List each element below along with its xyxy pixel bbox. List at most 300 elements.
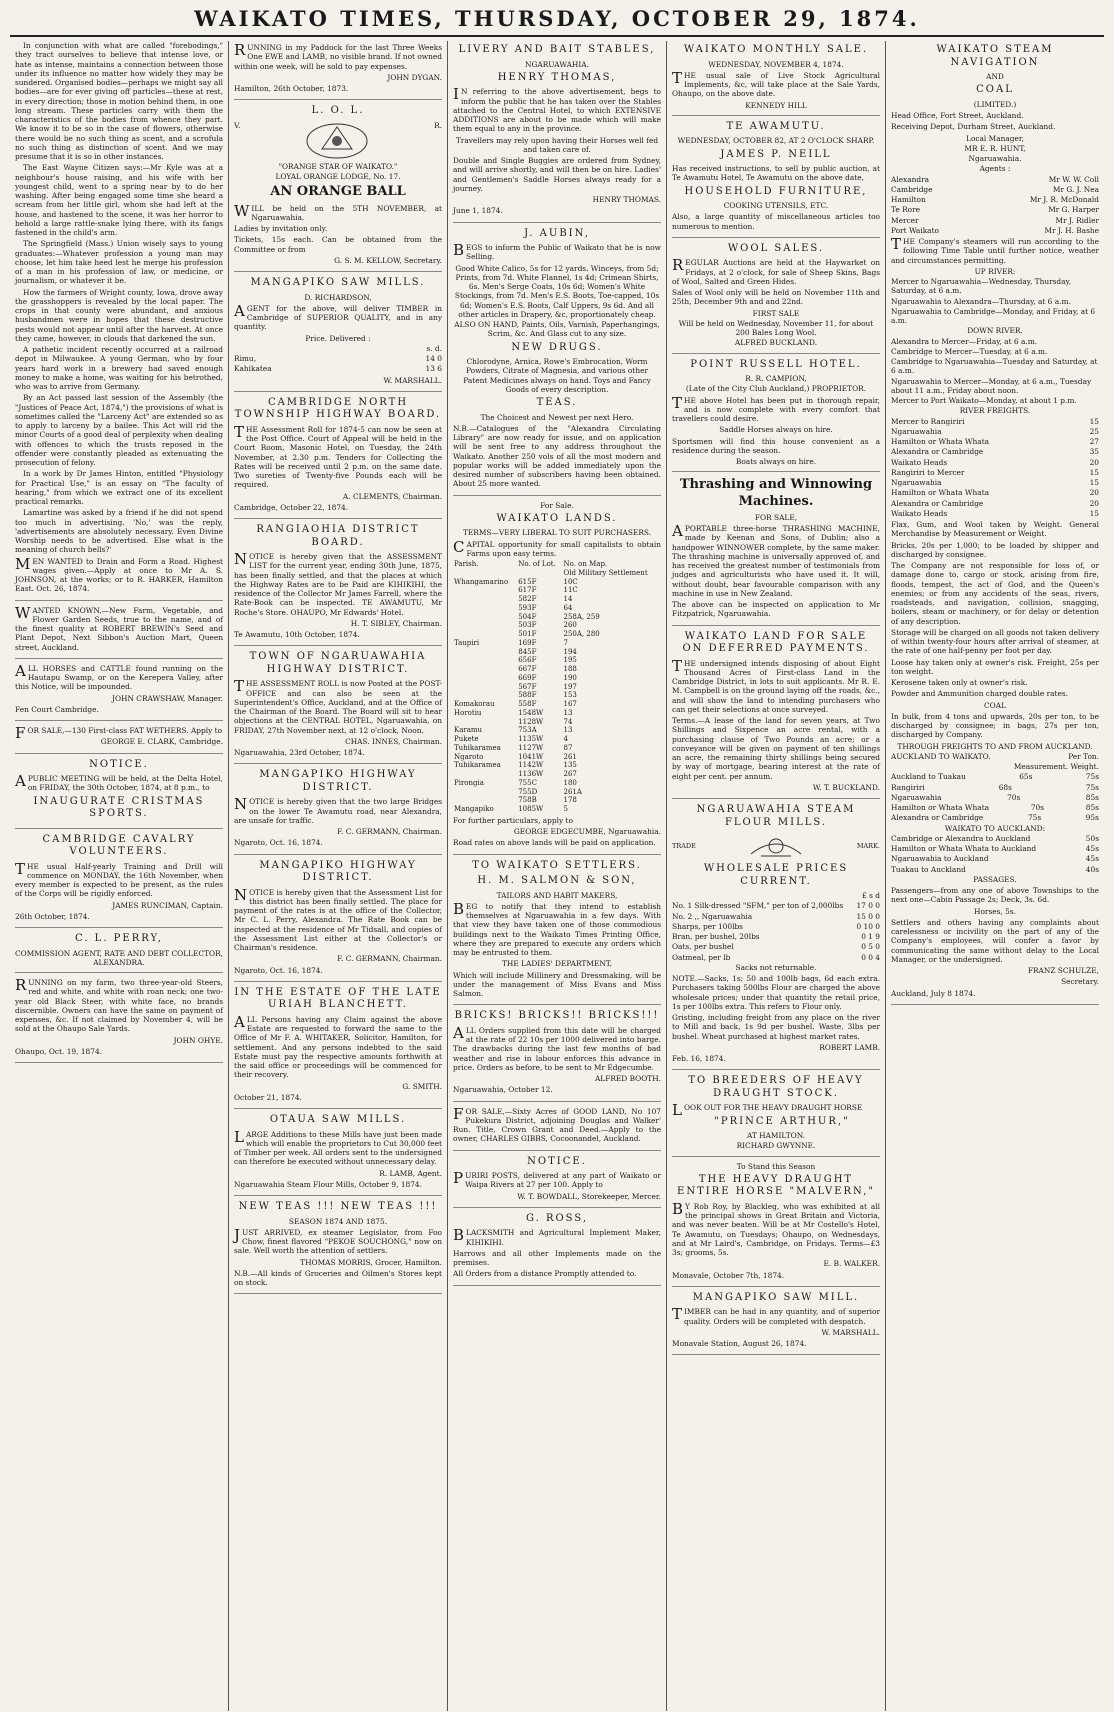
ad-subheading: TAILORS AND HABIT MAKERS, [496,890,618,900]
ad-signature: THOMAS MORRIS, Grocer, Hamilton. [300,1257,442,1267]
ad-signature: FRANZ SCHULZE, [1027,966,1099,975]
table-row: Horotiu 1548W 13 [454,708,573,717]
to-auckland-list [891,834,1099,874]
news-paragraph: The Springfield (Mass.) Union wisely says to young graduates:—Whatever profession a young man may choose, let him take heed lest he merge his profession of a man in his profession of law, or medicine, or journalism, or whatever it be. [15,239,223,286]
ad-date: Te Awamutu, 10th October, 1874. [234,630,360,639]
freight-row: Auckland to Tuakau 65s 75s [891,772,1099,782]
lands-table [453,560,661,814]
ad-subheading: WEDNESDAY, OCTOBER 82, AT 2 O'CLOCK SHARP. [677,136,875,146]
price-row: Oats, per bushel 0 5 0 [672,942,880,952]
ad-text: Good White Calico, 5s for 12 yards. Winceys, from 5d; Prints, from 7d. White Flannel, 1s 4d; Crimean Shirts, 6s. Men's Serge Coats, 10s 6d; Women's White Stockings, from 7d. Men's E.S. Boots, Toe-capped, 10s 6d; Women's E.S. Boots, Calf Uppers, 9s 6d. And all other articles in Drapery, &c, proportionately cheap. [454,263,660,319]
ad-text: Tickets, 15s each. Can be obtained from the Committee or from [234,235,442,254]
timetable-row: Mercer to Ngaruawahia—Wednesday, Thursday, Saturday, at 6 a.m. [891,277,1072,296]
ad-signature: RICHARD GWYNNE. [736,1141,816,1151]
ad-heading: CAMBRIDGE CAVALRY VOLUNTEERS. [42,833,196,857]
freight-row: Ngaruawahia 70s 85s [891,792,1099,802]
ad-heading: LIVERY AND BAIT STABLES, [458,44,656,55]
ad-text: WANTED KNOWN,—New Farm, Vegetable, and Flower Garden Seeds, true to the name, and of the finest quality at ROBERT BREWIN's Seed and Plant Depot, Next Sibbon's Auction Mart, Queen street, Auckland. [15,603,223,652]
ad-subheading: TERMS—VERY LIBERAL TO SUIT PURCHASERS. [462,528,652,538]
ad-text: IN referring to the above advertisement, begs to inform the public that he has taken over the Stables attached to the Central Hotel, to which EXTENSIVE ADDITIONS are about to be made which will make them equal to any in the province. [453,85,661,134]
ad-heading: WAIKATO LAND FOR SALE ON DEFERRED PAYMENTS. [682,630,870,654]
ad-text: CAPITAL opportunity for small capitalists to obtain Farms upon easy terms. [453,537,661,558]
ad-otaua-saw-mills [234,1114,442,1196]
ad-signature: HENRY THOMAS. [592,195,661,204]
table-row: 755D 261A [518,787,582,796]
ad-subheading: COAL [984,700,1006,710]
ad-text: Saddle Horses always on hire. [719,425,833,435]
ad-text: Road rates on above lands will be paid on application. [453,838,656,848]
ad-text: Settlers and others having any complaints about carelessness or incivility on the part of any of the Company's employees, will confer a favor by communicating the same without delay to the Local Manager, or the undersigned. [891,917,1099,964]
ad-text: FOR SALE,—Sixty Acres of GOOD LAND, No 107 Pukekura District, adjoining Douglas and Walker' Run. Title, Crown Grant and Deed.—Apply to the owner, CHARLES GIBBS, Cocoonandel, Auckland. [453,1104,661,1144]
ad-breeders [672,1075,880,1156]
ad-subheading: THE LADIES' DEPARTMENT, [502,959,612,969]
ad-heading: G. ROSS, [525,1212,589,1224]
ad-date: Auckland, July 8 1874. [891,988,976,998]
news-paragraph: By an Act passed last session of the Assembly (the "Justices of Peace Act, 1874,") the provisions of what is sometimes called the "Larceny Act" are extended so as to apply to larceny by a bailee. This Act will rid the minor Courts of a good deal of perplexity when dealing with offences to which the trusts reposed in the offender were constantly pleaded as extenuating the prosecution of felony. [15,393,223,467]
ad-heading: TO BREEDERS OF HEAVY DRAUGHT STOCK. [688,1075,864,1099]
ad-new-teas [234,1201,442,1294]
freight-row: Cambridge or Alexandra to Auckland 50s [891,833,1099,843]
freight-row: Tuakau to Auckland 40s [891,864,1099,874]
ad-heading: C. L. PERRY, [75,933,163,944]
ad-heading: TOWN OF NGARUAWAHIA HIGHWAY DISTRICT. [249,651,427,675]
ad-signature: JAMES RUNCIMAN, Captain. [112,900,223,910]
ad-text: Double and Single Buggies are ordered from Sydney, and will arrive shortly, and will then be on hire. Ladies' and Gentlemen's Saddle Horses always ready for a journey. [453,156,661,193]
ad-livery-stables [453,44,661,223]
ad-text: Has received instructions, to sell by public auction, at Te Awamutu Hotel, Te Awamutu on the above date, [672,164,880,183]
table-row: Pukete 1135W 4 [454,735,568,743]
ad-heading: "PRINCE ARTHUR," [714,1115,850,1127]
ad-subheading: (LIMITED.) [973,99,1017,109]
ad-text: RUNNING in my Paddock for the last Three Weeks One EWE and LAMB, no visible brand. If not owned within one week, will be sold to pay expenses. [234,41,442,71]
freight-row: Hamilton or Whata Whata 70s 85s [891,803,1099,812]
ad-text: Kerosene taken only at owner's risk. [891,678,1028,687]
ad-date: Ohaupo, Oct. 19, 1874. [15,1046,102,1056]
ad-text: Flax, Gum, and Wool taken by Weight. General Merchandise by Measurement or Weight. [891,520,1099,539]
ad-signature: ALFRED BOOTH. [594,1074,661,1083]
timetable-row: Alexandra to Mercer—Friday, at 6 a.m. [891,336,1038,346]
ad-signature-title: Secretary. [1061,977,1099,987]
ad-signature: G. SMITH. [402,1081,442,1091]
table-row: 667F 188 [518,665,577,673]
ad-text: Also, a large quantity of miscellaneous articles too numerous to mention. [672,212,880,231]
through-subheader: Measurement. Weight. [1013,762,1099,771]
ad-orange-lodge [234,105,442,272]
ad-heading: MANGAPIKO SAW MILL. [692,1291,860,1303]
ad-subheading: WAIKATO TO AUCKLAND: [944,823,1046,833]
down-river-list [891,337,1099,406]
ad-wool-sales [672,243,880,354]
ad-heading: THE HEAVY DRAUGHT ENTIRE HORSE "MALVERN," [677,1173,875,1198]
news-paragraph: In a work by Dr James Hinton, entitled "Physiology for Practical Use," is an essay on "The faculty of hearing," from which we extract one of its excellent practical remarks. [15,469,223,506]
ad-running-steers [15,978,223,1063]
ad-subheading: SEASON 1874 AND 1875. [288,1216,388,1226]
table-row: Karamu 753A 13 [454,726,573,735]
ad-text: Head Office, Fort Street, Auckland. [891,111,1024,120]
crest-icon [745,832,807,860]
ad-perry [15,933,223,973]
ad-subheading: MR E. R. HUNT, [964,143,1026,153]
column-1 [10,41,229,1711]
ad-text: APUBLIC MEETING will be held, at the Delta Hotel, on FRIDAY, the 30th October, 1874, at 8 p.m., to [15,772,223,793]
ad-text: THE Assessment Roll for 1874-5 can now be seen at the Post Office. Court of Appeal will be held in the Court Room, Masonic Hotel, on Tuesday, the 24th November, at 2.30 p.m. Tenders for Collecting the Rates will be received until 2 p.m. on the same date. Two sureties of Twenty-five Pounds each will be required. [234,422,442,490]
news-paragraphs [15,41,223,555]
ad-heading: WOOL SALES. [727,242,825,254]
price-row: Bran, per bushel, 20lbs 0 1 9 [672,932,880,941]
table-row: 617F 11C [518,586,578,595]
ad-heading: NOTICE. [527,1155,587,1167]
ad-signature: CHAS. INNES, Chairman. [345,736,442,746]
ad-heading: MANGAPIKO SAW MILLS. [250,277,426,288]
ad-puriri-posts [453,1156,661,1208]
ad-aubin [453,228,661,496]
column-3 [448,41,667,1711]
price-unit-row: s. d. [426,343,442,353]
ad-date: Ngaruawahia, 23rd October, 1874. [234,748,365,757]
freight-row: Ngaruawahia 15 [891,478,1099,487]
ad-heading: OTAUA SAW MILLS. [269,1114,407,1125]
ad-text: NOTE.—Sacks, 1s; 50 and 100lb bags, 6d each extra. Purchasers taking 500lbs Flour are charged the above wholesale prices; under that quantity the retail price, 1s per 100lbs extra. This refers to Flour only. [672,974,880,1011]
agent-row: Mercer Mr J. Ridler [891,215,1099,225]
ad-heading: COAL [976,84,1014,96]
ad-text: Sacks not returnable. [735,962,817,972]
ad-text: PURIRI POSTS, delivered at any part of Waikato or Waipa Rivers at 27 per 100. Apply to [453,1169,661,1190]
ad-date: Cambridge, October 22, 1874. [234,502,349,512]
ad-subheading: For Sale. [540,500,574,510]
ad-cambridge-north [234,397,442,519]
column-5 [886,41,1104,1711]
ad-heading: HENRY THOMAS, [497,71,617,83]
ad-text: THE usual sale of Live Stock Agricultural Implements, &c, will take place at the Sale Yards, Ohaupo, on the above date. [672,68,880,99]
table-row: 567F 197 [518,682,577,691]
ad-subheading: AND [986,72,1004,81]
emblem-letter-v: V. [234,120,241,130]
ad-salmon [453,860,661,1006]
ad-signature: R. LAMB, Agent. [379,1168,442,1178]
ad-signature: JOHN OHYE. [173,1035,223,1045]
table-row: 582F 14 [518,595,573,603]
ad-men-wanted [15,554,223,601]
table-row: Tuhikaramea 1127W 87 [454,743,573,752]
ad-mangapiko-saw-mills [234,277,442,392]
ad-heading: L. O. L. [311,105,365,117]
ad-bricks [453,1010,661,1101]
ad-text: BEGS to inform the Public of Waikato that he is now Selling. [453,241,661,262]
ad-subheading: COOKING UTENSILS, ETC. [723,201,829,210]
ad-text: Ladies by invitation only. [234,224,328,233]
ad-text: N.B.—Catalogues of the "Alexandra Circulating Library" are now ready for issue, and on application will be sent free to any address throughout the Waikato. Another 250 vols of all the most modern and popular works will be added immediately upon the desired number of subscribers having been obtained. About 25 more wanted. [453,423,661,489]
timetable-row: Cambridge to Ngaruawahia—Tuesday and Saturday, at 6 a.m. [891,357,1098,376]
ad-mangapiko-highway-2 [234,860,442,982]
ad-signature: GEORGE EDGECUMBE, Ngaruawahia. [513,827,661,836]
ad-text: Local Manager, [966,133,1024,143]
timetable-row: Ngaruawahia to Cambridge—Monday, and Friday, at 6 a.m. [891,306,1096,325]
ad-fat-wethers [15,726,223,754]
ad-heading: POINT RUSSELL HOTEL. [690,358,862,370]
ad-signature: F. C. GERMANN, Chairman. [337,827,442,836]
ad-signature: F. C. GERMANN, Chairman. [337,954,442,964]
ad-text: Will be held on Wednesday, November 11, for about 200 Bales Long Wool. [678,318,874,337]
ad-text: All Orders from a distance Promptly attended to. [453,1269,637,1279]
ad-waikato-land-deferred [672,631,880,800]
ad-text: Passengers—from any one of above Townships to the next one—Cabin Passage 2s; Deck, 3s. 6d. [891,886,1099,905]
ad-text: Which will include Millinery and Dressmaking, will be under the management of Miss Evans and Miss Salmon. [453,970,661,998]
price-row: Rimu, 14 0 [234,354,442,363]
ad-text: NOTICE is hereby given that the two large Bridges on the lower Te Awamutu road, near Alexandra, are unsafe for traffic. [234,795,442,825]
ad-heading: MANGAPIKO HIGHWAY DISTRICT. [259,769,417,793]
ad-heading: J. AUBIN, [524,227,590,239]
ad-text: The Choicest and Newest per next Hero. [480,412,634,422]
ad-heading: CAMBRIDGE NORTH TOWNSHIP HIGHWAY BOARD. [234,396,442,421]
ad-date: Feb. 16, 1874. [672,1054,726,1063]
table-row: 588F 153 [518,691,577,700]
table-row: 503F 260 [518,621,577,630]
ad-subheading: D. RICHARDSON, [304,292,372,302]
ad-heading: NGARUAWAHIA STEAM FLOUR MILLS. [696,804,856,828]
table-row: Pirongia 755C 180 [454,778,577,787]
ad-monthly-sale [672,44,880,116]
table-row: 656F 195 [518,656,577,665]
timetable-row: Mercer to Port Waikato—Monday, at about 1 p.m. [891,396,1077,405]
ad-signature: A. CLEMENTS, Chairman. [342,491,442,501]
ad-text: Harrows and all other Implements made on the premises. [453,1248,661,1267]
columns [10,41,1104,1711]
ad-text: THE usual Half-yearly Training and Drill will commence on MONDAY, the 16th November, when every member is expected to be present, as the rules of the Corps will be rigidly enforced. [15,859,223,899]
price-row: No. 1 Silk-dressed "SFM," per ton of 2,000lbs 17 0 0 [672,901,880,911]
news-paragraph: Lamartine was asked by a friend if he did not spend too much in advertising. 'No,' was the reply, 'advertisements are absolutely necessary. Even Divine Worship needs to be advertised. Else what is the meaning of church bells?' [15,508,223,555]
ad-date: Monavale, October 7th, 1874. [672,1270,785,1280]
ad-text: LOOK OUT FOR THE HEAVY DRAUGHT HORSE [672,1101,863,1120]
ad-heading: NEW DRUGS. [511,341,603,353]
ad-text: The Company are not responsible for loss of, or damage done to, cargo or stock, arising from fire, floods, tempest, the act of God, and the Queen's enemies; or from any accidents of the seas, rivers, roadsteads, and navigation, collision, snagging, boilers, steam or machinery, or for delay or detention of any description. [891,561,1099,626]
ad-text: APORTABLE three-horse THRASHING MACHINE, made by Keenan and Sons, of Dublin; also a handpower WINNOWER complete, by the same maker. The thrashing machine is universally approved of, and has received the greatest number of testimonials from judges and agriculturists who have used it. It will, without doubt, bear favourable comparison with any machine in use in New Zealand. [672,522,880,598]
ad-text: FOR SALE,—130 First-class FAT WETHERS. Apply to [15,724,223,742]
ad-flour-mills [672,804,880,1070]
through-header: AUCKLAND TO WAIKATO. Per Ton. [891,751,1099,761]
ad-date: October 21, 1874. [234,1092,302,1102]
ad-heading: HOUSEHOLD FURNITURE, [684,185,868,197]
ad-subheading: Agents : [979,164,1011,174]
freight-row: Waikato Heads 15 [891,508,1099,518]
freight-row: Hamilton or Whata Whata 20 [891,488,1099,498]
ad-ngaruawahia-highway [234,651,442,764]
freight-row: Hamilton or Whata Whata to Auckland 45s [891,844,1099,853]
ad-heading: Thrashing and Winnowing Machines. [679,477,873,509]
ad-text: WILL be held on the 5TH NOVEMBER, at Ngaruawahia. [234,201,442,222]
ad-heading: BRICKS! BRICKS!! BRICKS!!! [454,1010,660,1022]
ad-text: ALSO ON HAND, Paints, Oils, Varnish, Paperhangings, Scrim, &c. And Glass cut to any size. [454,320,660,339]
ad-subheading: To Stand this Season [736,1161,816,1171]
ad-text: Horses, 5s. [974,906,1016,916]
price-unit-row: £ s d [862,891,880,900]
ad-heading: WAIKATO LANDS. [496,512,618,524]
freight-row: Hamilton or Whata Whata 27 [891,437,1099,446]
table-row: 1136W 267 [518,770,577,778]
ad-date: Ngaroto, Oct. 16, 1874. [234,838,323,848]
ad-text: Terms.—A lease of the land for seven years, at Two Shillings and Sixpence an acre rental, with a purchasing clause of Two Pounds an acre; or a conveyance will be given on payment of ten shillings an acre, the remaining thirty shillings being secured by way of mortgage, bearing interest at the rate of eight per cent. per annum. [672,716,880,781]
ad-signature: W. T. BUCKLAND. [812,782,880,792]
ad-subheading: PASSAGES. [973,874,1017,884]
ad-text: Storage will be charged on all goods not taken delivery of within twenty-four hours after arrival of steamer, at the rate of one half-penny per foot per day. [891,627,1099,656]
ad-text: Boats always on hire. [735,457,817,466]
ad-text: For further particulars, apply to [453,815,573,825]
ad-note: Travellers may rely upon having their Horses well fed and taken care of. [455,135,659,154]
ad-subheading: DOWN RIVER. [967,326,1023,336]
table-row: Tuhikaramea 1142W 135 [454,761,577,770]
ad-subheading: UP RIVER: [974,266,1016,276]
ad-text: The above can be inspected on application to Mr Fitzpatrick, Ngaruawahia. [672,600,880,619]
column-4 [667,41,886,1711]
ad-text: BLACKSMITH and Agricultural Implement Maker, KIHIKIHI. [453,1226,661,1247]
ad-steam-navigation [891,44,1099,1005]
lands-table-header: Parish. No. of Lot. No. on Map. [454,560,608,568]
price-row: Sharps, per 100lbs 0 10 0 [672,921,880,931]
table-row: 758B 178 [518,796,577,805]
news-paragraph: In conjunction with what are called "forebodings," they tract ourselves to believe that intense love, or hate as intense, maintains a connection between those under its influence no matter how widely they may be sundered. Organised bodies—perhaps we might say all bodies—are for ever giving off particles—these at rest, in every direction; those in motion behind them, in one long stream. These particles carry with them the characteristics of the bodies from whence they part. We know it to be so in the case of flowers, otherwise there would be no such thing as scent, and a scrofula no such thing as distinction of scent. And we may presume that it is so in other instances. [15,41,223,161]
agent-row: Cambridge Mr G. J. Nea [891,184,1099,194]
ad-subheading: FOR SALE, [754,512,798,522]
ad-date: Hamilton, 26th October, 1873. [234,84,349,93]
ad-place: Fen Court Cambridge. [15,704,99,714]
ad-text: BY Rob Roy, by Blackleg, who was exhibited at all the principal shows in Great Britain and Victoria, and was never beaten. Will be at Mr Costello's Hotel, Te Awamutu, on Tuesdays; Ohaupo, on Wednesdays, and at Mr Laird's, Cambridge, on Fridays. Terms—£3 3s; grooms, 5s. [672,1199,880,1257]
ad-text: In bulk, from 4 tons and upwards, 20s per ton, to be discharged by consignee; in bags, 27s per ton, discharged by Company. [891,711,1099,740]
ad-subheading: THROUGH FREIGHTS TO AND FROM AUCKLAND. [897,741,1093,751]
timetable-row: Ngaruawahia to Alexandra—Thursday, at 6 a.m. [891,296,1071,306]
table-row: 1128W 74 [518,717,573,726]
ad-signature: ALFRED BUCKLAND. [734,338,818,348]
ad-notice-sports [15,759,223,829]
ad-signature: ROBERT LAMB. [819,1042,880,1052]
table-row: 501F 250A, 280 [518,630,600,638]
ad-heading: AN ORANGE BALL [270,184,406,200]
ad-running-ewe [234,43,442,100]
ad-text: Powder and Ammunition charged double rates. [891,689,1069,699]
ad-date: 26th October, 1874. [15,911,90,921]
ad-heading: TEAS. [536,397,578,408]
ad-text: THE above Hotel has been put in thorough repair, and is now complete with every comfort that travellers could desire. [672,393,880,423]
ad-wanted-known [15,603,223,659]
ad-text: Receiving Depot, Durham Street, Auckland. [891,122,1056,132]
price-row: Kahikatea 13 6 [234,364,442,374]
price-row: Oatmeal, per lb 0 0 4 [672,952,880,962]
ad-text: TIMBER can be had in any quantity, and of superior quality. Orders will be completed with despatch. [672,1305,880,1326]
timetable-row: Cambridge to Mercer—Tuesday, at 6 a.m. [891,346,1048,356]
up-river-list [891,277,1099,325]
news-paragraph: How the farmers of Wright county, Iowa, drove away the grasshoppers is revealed by the local paper. The crops in that county were abundant, and anxious husbandmen were in hopes that these destructive pests would not appear until after the harvest. At once they came, however, in clouds that darkened the sun. [15,287,223,343]
ad-text: NOTICE is hereby given that the ASSESSMENT LIST for the current year, ending 30th June, 1875, has been finally settled, and that the places at which the Highway Rates are to be Paid are KIHIKIHI, the residence of the Collector Mr James Farrell, where the Rate-Book can be inspected. TE AWAMUTU, Mr Roche's Store. OHAUPO, Mr Edwards' Hotel. [234,550,442,617]
ad-text: Chlorodyne, Arnica, Rowe's Embrocation, Worm Powders, Citrate of Magnesia, and various other Patent Medicines always on hand. Toys and Fancy Goods of every description. [463,357,651,394]
table-row: Komakorau 558F 167 [454,700,577,708]
ad-date: June 1, 1874. [453,206,503,216]
ad-subheading: LOYAL ORANGE LODGE, No. 17. [275,172,401,181]
freight-row: Rangiriri 68s 75s [891,782,1099,792]
ad-text: Gristing, including freight from any place on the river to Mill and back, 1s 9d per bushel. Waste, 3lbs per bushel. Wheat purchased at highest market rates. [672,1013,880,1041]
wholesale-price-list [672,901,880,962]
emblem-letter-r: R. [434,120,442,130]
ad-malvern [672,1162,880,1287]
ad-te-awamutu [672,121,880,238]
ad-text: Ngaruawahia. [968,154,1022,163]
ad-text: AGENT for the above, will deliver TIMBER in Cambridge of SUPERIOR QUALITY, and in any quantity. [234,301,442,332]
ad-signature: W. MARSHALL. [821,1327,880,1337]
ad-text: ALL HORSES and CATTLE found running on the Hautapu Swamp, or on the Kerepera Valley, after this Notice, will be impounded. [15,661,223,692]
ad-mangapiko-saw-mill [672,1292,880,1356]
trade-mark-row [672,832,880,860]
table-row: Whangamarino 615F 10C [454,577,578,586]
column-2 [229,41,448,1711]
ad-heading: RANGIAOHIA DISTRICT BOARD. [256,524,420,548]
ad-subheading: NGARUAWAHIA. [525,59,589,69]
ad-subheading: RIVER FREIGHTS. [959,406,1031,416]
agent-row: Alexandra Mr W. W. Coll [891,174,1099,184]
ad-signature: G. S. M. KELLOW, Secretary. [334,255,442,265]
ad-heading: WAIKATO STEAM NAVIGATION [936,44,1054,68]
ad-text: JUST ARRIVED, ex steamer Legislator, from Foo Chow, finest flavored "PEKOE SOUCHONG," now on sale. Well worth the attention of settlers. [234,1225,442,1256]
ad-heading: MANGAPIKO HIGHWAY DISTRICT. [259,859,417,883]
ad-heading: IN THE ESTATE OF THE LATE URIAH BLANCHETT. [234,986,442,1011]
freight-row: Ngaruawahia 25 [891,426,1099,436]
ad-rangiaohia [234,524,442,646]
ad-date: Monavale Station, August 26, 1874. [672,1339,807,1348]
timetable-row: Ngaruawahia to Mercer—Monday, at 6 a.m., Tuesday about 11 a.m., Friday about noon. [891,376,1092,395]
news-paragraph: A pathetic incident recently occurred at a railroad depot in Milwaukee. A young German, who by four years hard work in a brewery had saved enough money to make a home, was waiting for his betrothed, who was to arrive from Germany. [15,345,223,391]
ad-thrashing [672,477,880,625]
ad-heading: TO WAIKATO SETTLERS. [472,859,642,871]
ad-text: ALL Persons having any Claim against the above Estate are requested to forward the same to the Office of Mr F. A. WHITAKER, Solicitor, Hamilton, for settlement. And any persons indebted to the said Estate must pay the respective amounts forthwith at the said office or proceedings will be commenced for their recovery. [234,1012,442,1080]
orange-emblem-icon [302,121,372,161]
freight-row: Rangiriri to Mercer 15 [891,467,1099,477]
ad-heading: WAIKATO MONTHLY SALE. [683,44,869,55]
ad-estate-blanchett [234,987,442,1109]
agents-list [891,175,1099,236]
ad-text: Sales of Wool only will be held on November 11th and 25th, December 9th and and 22nd. [672,288,880,307]
ad-text: MEN WANTED to Drain and Form a Road. Highest wages given.—Apply at once to Mr A. S. JOHNSON, at the works; or to R. HARKER, Hamilton East. Oct. 26, 1874. [15,554,223,594]
ad-mangapiko-highway-1 [234,769,442,854]
ad-text: RUNNING on my farm, two three-year-old Steers, red and white, and white with roan neck; one two-year old Black Steer, with white face, no brands discernible. Owners can have the same on payment of expenses, &c. If not claimed by November 4, will be sold at the Ohaupo Sale Yards. [15,976,223,1034]
agent-row: Hamilton Mr J. R. McDonald [891,195,1099,204]
ad-text: Bricks, 20s per 1,000; to be loaded by shipper and discharged by consignee. [891,540,1099,559]
ad-subheading: KENNEDY HILL [745,100,807,110]
ad-text: BEG to notify that they intend to establish themselves at Ngaruawahia in a few days. With that view they have taken one of those commodious buildings next to the Waikato Times Printing Office, where they are prepared to execute any orders which may be entrusted to them. [453,899,661,957]
freight-row: Ngaruawahia to Auckland 45s [891,854,1099,864]
freight-row: Mercer to Rangiriri 15 [891,416,1099,426]
ad-heading: JAMES P. NEILL [720,148,832,160]
ad-text: Sportsmen will find this house convenient as a residence during the season. [672,436,880,455]
ad-heading: NEW TEAS !!! NEW TEAS !!! [238,1201,438,1212]
ad-signature: JOHN DYGAN. [387,72,442,82]
river-freights-list [891,417,1099,519]
ad-heading: TE AWAMUTU. [726,120,826,132]
trade-label: TRADE [672,841,696,850]
agent-row: Port Waikato Mr J. H. Bashe [891,225,1099,235]
freight-row: Alexandra or Cambridge 35 [891,447,1099,457]
ad-heading: INAUGURATE CRISTMAS SPORTS. [33,795,205,819]
agent-row: Te Rore Mr G. Harper [891,205,1099,215]
ad-subheading: FIRST SALE [752,308,800,318]
table-row: 504F 258A, 259 [518,612,600,621]
table-row: Mangapiko 1085W 5 [454,805,568,813]
ad-text: LARGE Additions to these Mills have just been made which will enable the proprietors to Cut 30,000 feet of Timber per week. All orders sent to the undersigned can therefore be executed without unnecessary delay. [234,1127,442,1167]
ad-signature: E. B. WALKER. [823,1259,880,1269]
lands-table-body [453,578,661,814]
ad-subheading: R. R. CAMPION, [745,374,807,383]
ad-text: ALL Orders supplied from this date will be charged at the rate of 22 10s per 1000 delivered into barge. The drawbacks during the last few months of bad weather and rise in labour enforces this advance in price. Orders as before, to be sent to Mr Edgecumbe. [453,1023,661,1072]
ad-cavalry [15,834,223,929]
masthead: WAIKATO TIMES, THURSDAY, OCTOBER 29, 1874. [10,4,1104,37]
ad-subheading: AT HAMILTON. [746,1131,806,1140]
lands-table-subheader: Old Military Settlement [563,568,648,577]
ad-text: NOTICE is hereby given that the Assessment List for this district has been finally settled. The place for payment of the rates is at the office of the Collector, Mr C. L. Perry, Alexandra. The Rate Book can be inspected at the residence of Mr Tidsall, and copies of the Assessment List either at the Collector's or Chairman's residence. [234,885,442,952]
